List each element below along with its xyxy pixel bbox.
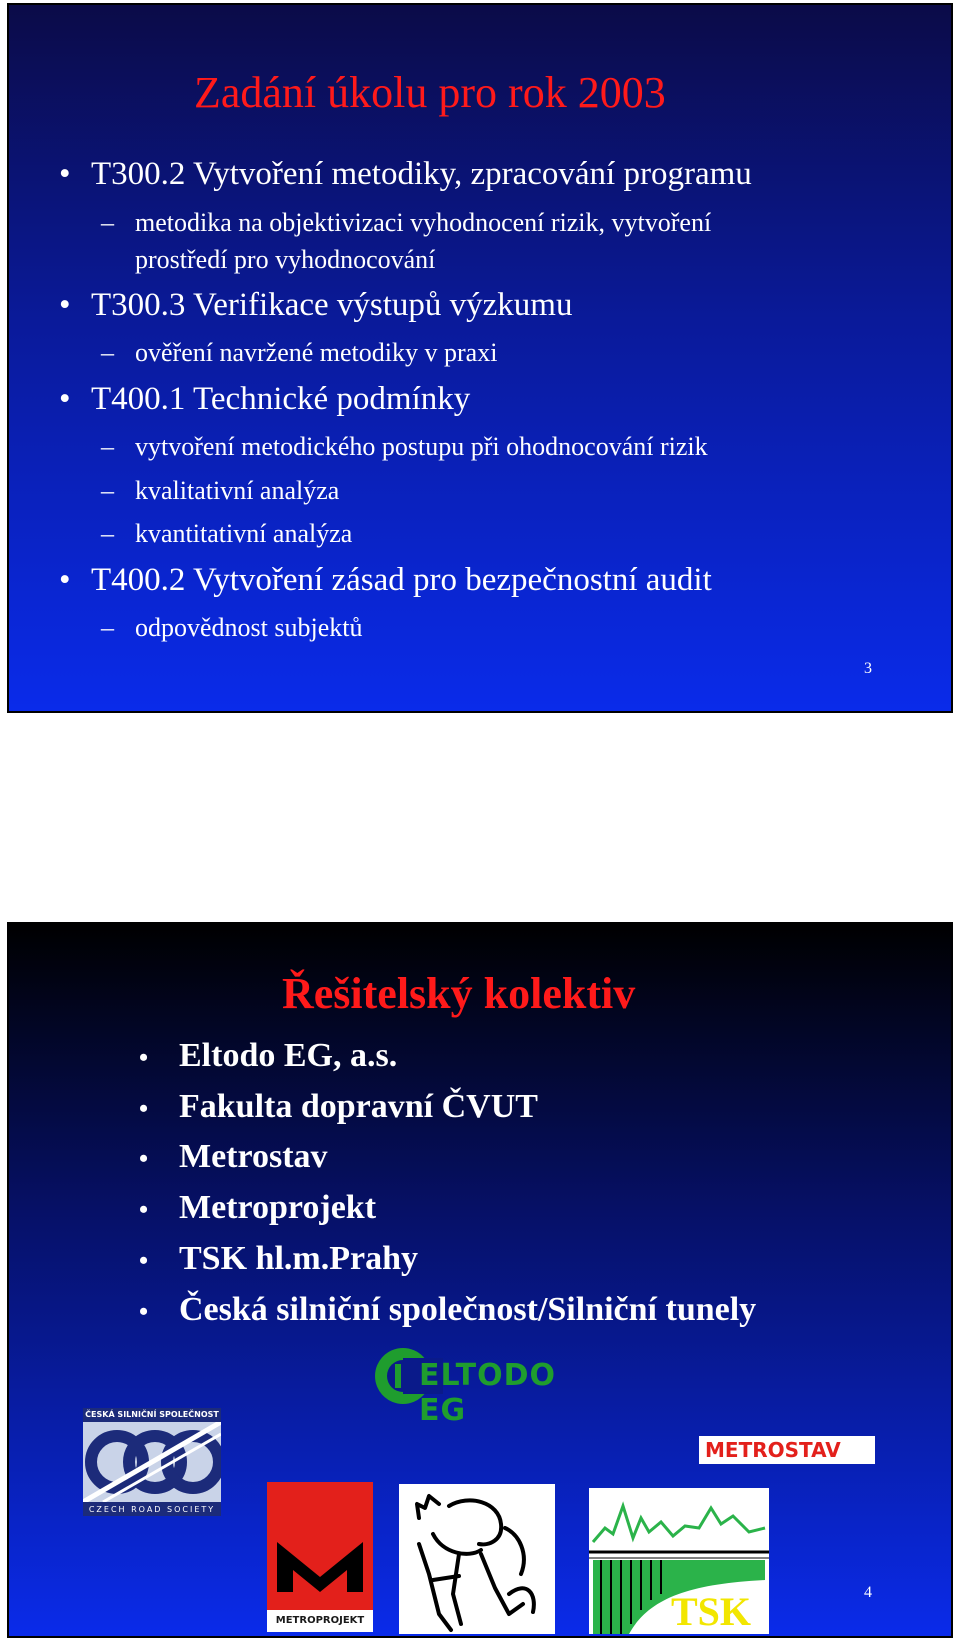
bullet-dot: • — [139, 1144, 149, 1173]
tsk-logo-text: TSK — [671, 1589, 752, 1634]
css-logo-mark — [83, 1422, 221, 1502]
team-member-text: TSK hl.m.Prahy — [179, 1240, 418, 1277]
team-member — [139, 1088, 538, 1126]
slide-tasks-2003 — [7, 3, 953, 713]
team-member-text: Eltodo EG, a.s. — [179, 1037, 398, 1074]
sub-bullet-text: kvalitativní analýza — [135, 476, 340, 505]
bullet-dot: • — [59, 156, 71, 192]
team-member-text: Fakulta dopravní ČVUT — [179, 1088, 538, 1125]
sub-bullet-item — [101, 208, 711, 238]
css-logo — [83, 1408, 221, 1516]
tsk-logo — [589, 1488, 769, 1634]
cvut-lion-logo — [399, 1484, 555, 1634]
team-member — [139, 1037, 397, 1075]
slide-research-team — [7, 922, 953, 1638]
team-member-text: Metroprojekt — [179, 1189, 377, 1226]
sub-bullet-text: kvantitativní analýza — [135, 519, 353, 548]
metroprojekt-logo-text: METROPROJEKT — [267, 1610, 373, 1632]
bullet-dash: – — [101, 613, 114, 642]
bullet-dash: – — [101, 476, 114, 505]
bullet-dot: • — [139, 1043, 149, 1072]
bullet-text: T300.2 Vytvoření metodiky, zpracování programu — [91, 156, 752, 192]
bullet-text: T400.1 Technické podmínky — [91, 381, 471, 417]
sub-bullet-text: ověření navržené metodiky v praxi — [135, 338, 498, 367]
bullet-dot: • — [59, 562, 71, 598]
bullet-text: T300.3 Verifikace výstupů výzkumu — [91, 287, 573, 323]
team-member — [139, 1240, 418, 1278]
bullet-item — [59, 381, 470, 418]
metrostav-logo-text: METROSTAV — [705, 1438, 841, 1462]
slide-title: Řešitelský kolektiv — [282, 969, 636, 1018]
sub-bullet-text: metodika na objektivizaci vyhodnocení rizik, vytvoření — [135, 208, 712, 237]
metroprojekt-logo — [267, 1482, 373, 1632]
bullet-dot: • — [59, 381, 71, 417]
slide-title: Zadání úkolu pro rok 2003 — [194, 68, 666, 117]
eltodo-logo — [373, 1344, 613, 1428]
bullet-dash: – — [101, 432, 114, 461]
bullet-item — [59, 156, 752, 193]
sub-bullet-item — [101, 432, 708, 462]
team-member-text: Česká silniční společnost/Silniční tunely — [179, 1291, 757, 1328]
bullet-dot: • — [139, 1195, 149, 1224]
page-number: 4 — [864, 1584, 872, 1601]
page-number: 3 — [864, 660, 872, 677]
bullet-dash: – — [101, 208, 114, 237]
bullet-dot: • — [139, 1246, 149, 1275]
bullet-item — [59, 562, 712, 599]
css-logo-bottom-text: CZECH ROAD SOCIETY — [88, 1505, 216, 1514]
metrostav-logo — [699, 1436, 875, 1464]
sub-bullet-continuation — [135, 245, 435, 275]
lion-emblem-icon — [399, 1484, 555, 1634]
bullet-dot: • — [139, 1297, 149, 1326]
sub-bullet-text: odpovědnost subjektů — [135, 613, 363, 642]
sub-bullet-item — [101, 519, 352, 549]
sub-bullet-item — [101, 476, 339, 506]
team-member-text: Metrostav — [179, 1138, 328, 1175]
team-member — [139, 1189, 376, 1227]
sub-bullet-item — [101, 338, 497, 368]
metroprojekt-logo-mark — [267, 1482, 373, 1602]
bullet-dot: • — [59, 287, 71, 323]
bullet-dot: • — [139, 1094, 149, 1123]
bullet-item — [59, 287, 572, 324]
sub-bullet-item — [101, 613, 363, 643]
team-member — [139, 1291, 756, 1329]
bullet-dash: – — [101, 519, 114, 548]
bullet-dash: – — [101, 338, 114, 367]
sub-bullet-text: vytvoření metodického postupu při ohodnocování rizik — [135, 432, 708, 461]
team-member — [139, 1138, 328, 1176]
eltodo-logo-text: ELTODO EG — [419, 1358, 557, 1428]
css-logo-top-text: ČESKÁ SILNIČNÍ SPOLEČNOST — [85, 1410, 219, 1419]
bullet-text: T400.2 Vytvoření zásad pro bezpečnostní audit — [91, 562, 712, 598]
sub-bullet-text: prostředí pro vyhodnocování — [135, 245, 436, 274]
